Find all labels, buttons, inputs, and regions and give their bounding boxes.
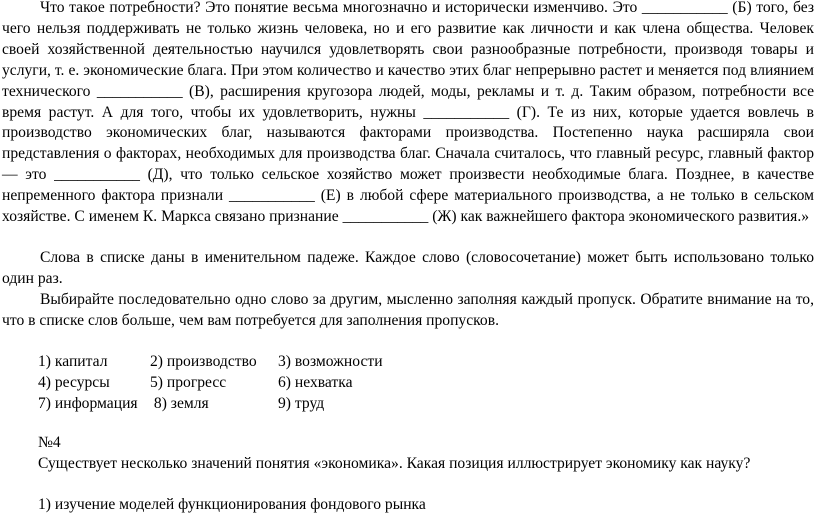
- word-option: 6) нехватка: [278, 373, 353, 391]
- task-paragraph: Что такое потребности? Это понятие весьма многозначно и исторически изменчиво. Это ___________ (Б) того, без чего нельзя поддерживать не только жизнь человека, но и его развитие как личности и как члена общества. Человек своей хозяйственной деятельностью научился удовлетворять свои разнообразные потребности, производя товары и услуги, т. е. экономические блага. При этом количество и качество этих благ непрерывно растет и меняется под влиянием технического ___________ (В), расширения кругозора людей, моды, рекламы и т. д. Таким образом, потребности все время растут. А для того, чтобы их удовлетворить, нужны ___________ (Г). Те из них, которые удается вовлечь в производство экономических благ, называются факторами производства. Постепенно наука расширяла свои представления о факторах, необходимых для производства благ. Сначала считалось, что главный ресурс, главный фактор — это ___________ (Д), что только сельское хозяйство может произвести необходимые блага. Позднее, в качестве непременного фактора признали ___________ (Е) в любой сфере материального производства, а не только в сельском хозяйстве. С именем К. Маркса связано признание ___________ (Ж) как важнейшего фактора экономического развития.»: [2, 0, 814, 226]
- answer-option-1: 1) изучение моделей функционирования фондового рынка: [38, 496, 426, 513]
- nominative-note: Слова в списке даны в именительном падеже. Каждое слово (словосочетание) может быть использовано только один раз.: [2, 249, 814, 287]
- word-option: 5) прогресс: [150, 373, 227, 391]
- question-number: №4: [38, 434, 61, 451]
- word-option: 1) капитал: [38, 353, 108, 370]
- word-option: 7) информация: [38, 394, 138, 412]
- word-option: 3) возможности: [278, 353, 383, 370]
- sequence-note: Выбирайте последовательно одно слово за другим, мысленно заполняя каждый пропуск. Обратите внимание на то, что в списке слов больше, чем вам потребуется для заполнения пропусков.: [2, 291, 814, 329]
- word-option: 9) труд: [278, 394, 325, 412]
- word-option: 2) производство: [150, 353, 257, 370]
- question-text: Существует несколько значений понятия «экономика». Какая позиция иллюстрирует экономику как науку?: [38, 455, 751, 472]
- word-option: 4) ресурсы: [38, 373, 110, 391]
- word-option: 8) земля: [150, 394, 209, 412]
